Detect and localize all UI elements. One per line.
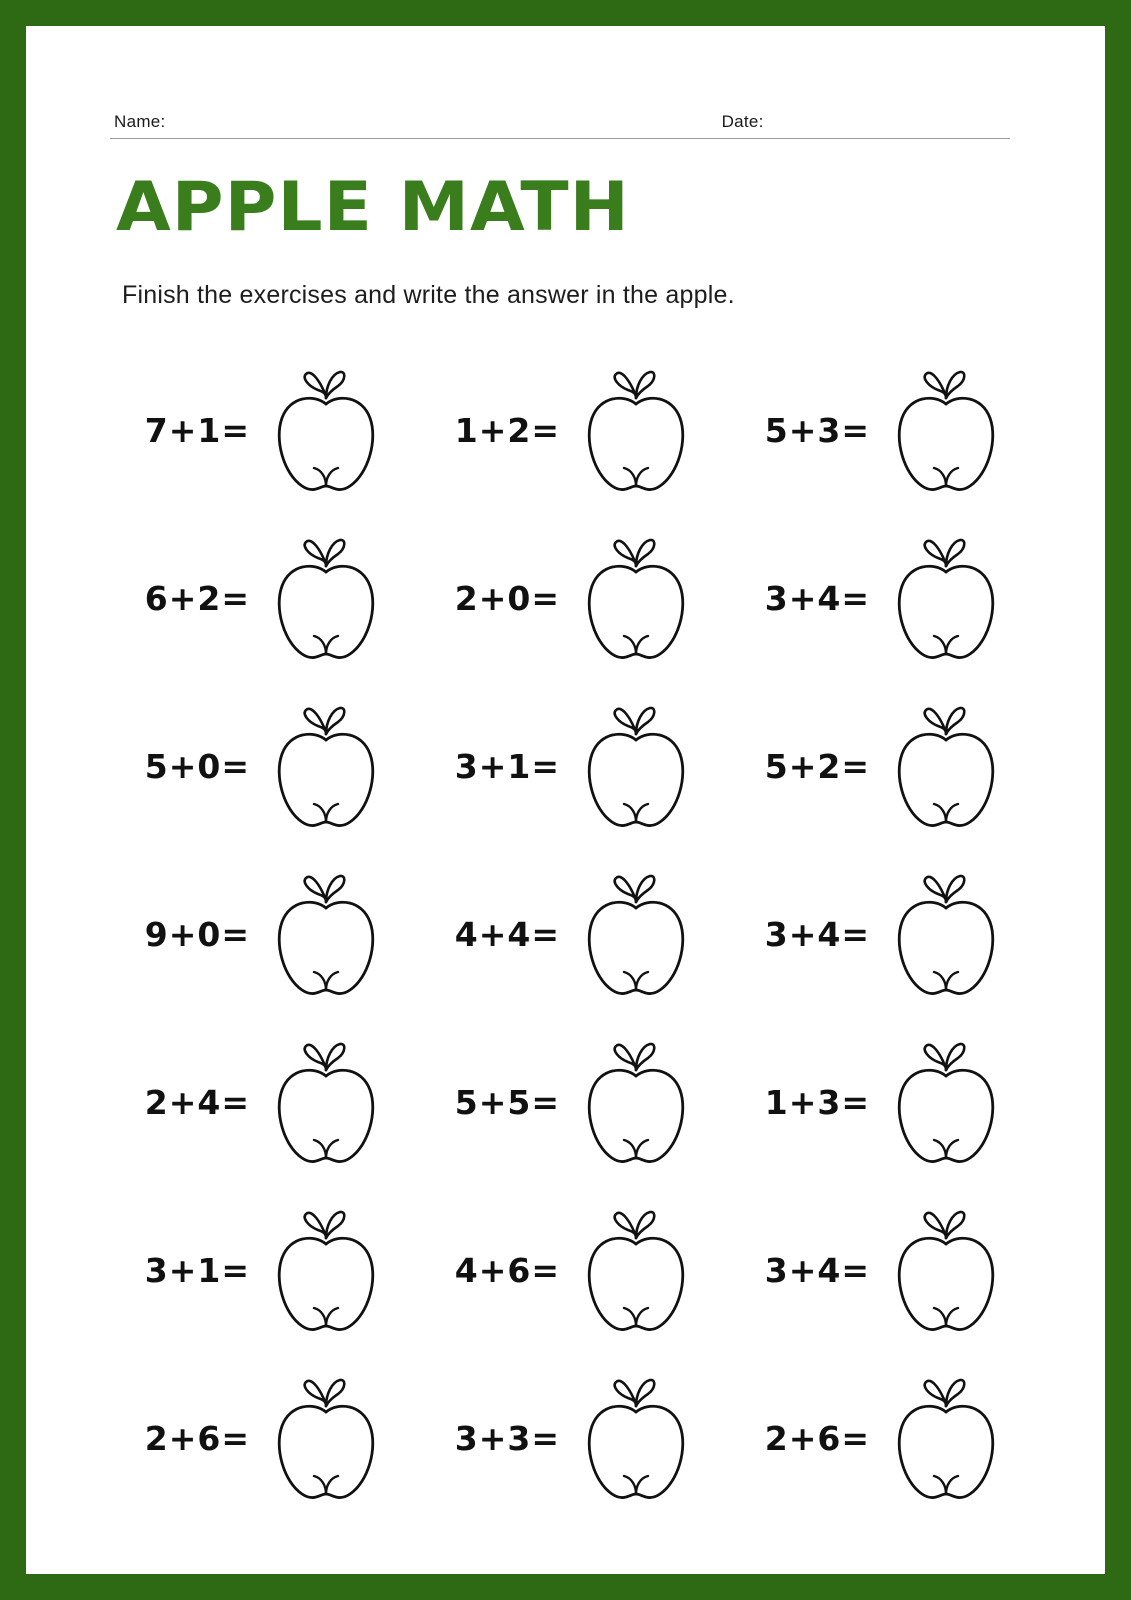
problem-item (730, 1018, 1040, 1186)
problem-item (420, 514, 730, 682)
problem-item (110, 1186, 420, 1354)
apple-icon[interactable] (572, 360, 700, 500)
apple-icon[interactable] (882, 696, 1010, 836)
problem-expression: 4+6= (454, 1250, 560, 1290)
problem-expression: 1+3= (764, 1082, 870, 1122)
problem-item (420, 850, 730, 1018)
problem-expression: 5+5= (454, 1082, 560, 1122)
problem-expression: 3+4= (764, 1250, 870, 1290)
apple-icon[interactable] (262, 360, 390, 500)
problem-item (730, 1186, 1040, 1354)
problem-item (730, 1354, 1040, 1522)
problem-item (420, 1354, 730, 1522)
apple-icon[interactable] (882, 1032, 1010, 1172)
problem-expression: 3+4= (764, 914, 870, 954)
apple-icon[interactable] (262, 528, 390, 668)
problem-expression: 6+2= (144, 578, 250, 618)
name-label: Name: (114, 112, 166, 131)
problem-expression: 7+1= (144, 410, 250, 450)
problem-item (110, 514, 420, 682)
problem-item (730, 682, 1040, 850)
problem-expression: 3+3= (454, 1418, 560, 1458)
problem-expression: 5+0= (144, 746, 250, 786)
apple-icon[interactable] (572, 1032, 700, 1172)
apple-icon[interactable] (882, 360, 1010, 500)
worksheet-page (26, 26, 1105, 1574)
problem-grid (110, 346, 1040, 1522)
problem-expression: 5+3= (764, 410, 870, 450)
apple-icon[interactable] (882, 1368, 1010, 1508)
problem-item (420, 682, 730, 850)
problem-item (420, 1018, 730, 1186)
problem-item (730, 850, 1040, 1018)
apple-icon[interactable] (262, 1368, 390, 1508)
problem-item (730, 346, 1040, 514)
apple-icon[interactable] (572, 864, 700, 1004)
apple-icon[interactable] (572, 1368, 700, 1508)
problem-item (110, 1354, 420, 1522)
problem-expression: 9+0= (144, 914, 250, 954)
problem-expression: 4+4= (454, 914, 560, 954)
problem-expression: 3+1= (454, 746, 560, 786)
problem-expression: 2+0= (454, 578, 560, 618)
apple-icon[interactable] (572, 1200, 700, 1340)
apple-icon[interactable] (262, 696, 390, 836)
date-label: Date: (721, 112, 764, 131)
problem-expression: 3+1= (144, 1250, 250, 1290)
problem-expression: 2+6= (144, 1418, 250, 1458)
student-info-row (110, 98, 1010, 139)
problem-item (730, 514, 1040, 682)
apple-icon[interactable] (572, 696, 700, 836)
problem-item (110, 1018, 420, 1186)
problem-item (110, 682, 420, 850)
apple-icon[interactable] (572, 528, 700, 668)
problem-expression: 3+4= (764, 578, 870, 618)
problem-expression: 1+2= (454, 410, 560, 450)
apple-icon[interactable] (882, 1200, 1010, 1340)
apple-icon[interactable] (262, 864, 390, 1004)
apple-icon[interactable] (262, 1032, 390, 1172)
apple-icon[interactable] (882, 528, 1010, 668)
page-title: APPLE MATH (116, 168, 630, 247)
apple-icon[interactable] (882, 864, 1010, 1004)
problem-item (420, 346, 730, 514)
problem-item (110, 850, 420, 1018)
problem-item (420, 1186, 730, 1354)
page-subtitle: Finish the exercises and write the answer in the apple. (122, 281, 735, 309)
problem-expression: 2+4= (144, 1082, 250, 1122)
apple-icon[interactable] (262, 1200, 390, 1340)
problem-expression: 2+6= (764, 1418, 870, 1458)
problem-item (110, 346, 420, 514)
problem-expression: 5+2= (764, 746, 870, 786)
